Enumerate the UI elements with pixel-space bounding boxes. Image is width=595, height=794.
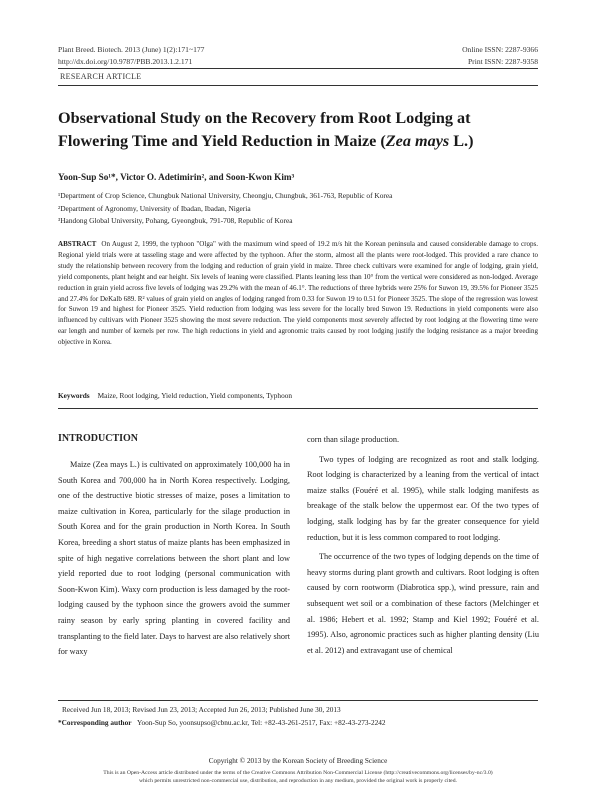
journal-citation: Plant Breed. Biotech. 2013 (June) 1(2):171~177 bbox=[58, 45, 205, 54]
footer-rule bbox=[58, 700, 538, 701]
keywords bbox=[58, 391, 292, 400]
intro-paragraph-1: Maize (Zea mays L.) is cultivated on approximately 100,000 ha in South Korea and 700,000 ha in North Korea respectively. Lodging, one of the destructive biotic stresses of maize, poses a limitation to maize cultivation in Korea, particularly for the silage production in South Korea and for the grain production in North Korea. In South Korea, breeding a short status of maize plants has been emphasized in spite of high negative correlations between the short plant and low yield reported due to root lodging (personal communication with Soon-Kwon Kim). Waxy corn production is less damaged by the root-lodging caused by the typhoon since the growers avoid the summer rainy season by early spring planting in covered facility and transplanting to the field later. Days to harvest are also relatively short for waxy bbox=[58, 460, 290, 657]
keywords-text: Maize, Root lodging, Yield reduction, Yield components, Typhoon bbox=[97, 391, 293, 400]
section-label: RESEARCH ARTICLE bbox=[60, 72, 142, 81]
section-heading-introduction: INTRODUCTION bbox=[58, 433, 139, 444]
copyright-notice: Copyright © 2013 by the Korean Society of Breeding Science bbox=[208, 757, 388, 765]
online-issn: Online ISSN: 2287-9366 bbox=[462, 45, 538, 54]
header-rule-top bbox=[58, 68, 538, 69]
corresponding-author bbox=[58, 718, 386, 727]
received-dates: Received Jun 18, 2013; Revised Jun 23, 2013; Accepted Jun 26, 2013; Published June 30, 2013 bbox=[62, 705, 341, 714]
title-scientific-name: Zea mays bbox=[385, 132, 450, 150]
abstract bbox=[58, 239, 538, 348]
intro-continuation: corn than silage production. bbox=[307, 435, 400, 444]
license-line-1: This is an Open-Access article distributed under the terms of the Creative Commons Attribution Non-Commercial License (http://creativecommons.org/licenses/by-nc/3.0) bbox=[103, 770, 493, 776]
abstract-text: On August 2, 1999, the typhoon "Olga" with the maximum wind speed of 19.2 m/s hit the Korean peninsula and caused considerable damage to crops. Regional yield trials were at tasseling stage and were affected by the typhoon. After the storm, almost all the plants were root-lodged. This provided a rare chance to study the relationship between recovery from the lodging and reduction of grain yield in maize. Three check cultivars were examined for angle of lodging, grain yield, yield components, plant height and ear height. Six levels of leaning were classified. Plants leaning less than 10° from the vertical were considered as non-lodged. Average reduction in grain yield across five levels of lodging was 29.2% with the mean of 46.1°. The reductions of three hybrids were 25% for Suwon 19, 39.5% for Pioneer 3525 and 27.4% for DeKalb 689. R² values of grain yield on angles of lodging ranged from 0.33 for Suwon 19 to 0.51 for Pioneer 3525. The slope of the regression was lowest for Suwon 19 and highest for Pioneer 3525. Yield reduction from lodging was less severe for the locally bred Suwon 19. Reductions in yield components were also influenced by cultivars with Pioneer 3525 showing the most severe reduction. The yield components most severely affected by root lodging at the flowering time were ear length and number of kernels per row. The high reductions in yield and agronomic traits caused by root lodging justify the lodging resistance as a major breeding objective in Korea. bbox=[58, 240, 538, 347]
title-line-2: Flowering Time and Yield Reduction in Maize (Zea mays L.) bbox=[58, 132, 474, 150]
keywords-rule bbox=[58, 408, 538, 409]
license-line-2: which permits unrestricted non-commercial use, distribution, and reproduction in any medium, provided the original work is properly cited. bbox=[139, 777, 457, 784]
header-rule-bottom bbox=[58, 85, 538, 86]
license-text bbox=[58, 770, 538, 785]
affiliations bbox=[58, 190, 538, 228]
affiliation-3: ³Handong Global University, Pohang, Gyeongbuk, 791-708, Republic of Korea bbox=[58, 216, 293, 225]
intro-paragraph-3: The occurrence of the two types of lodging depends on the time of heavy storms during plant growth and cultivars. Root lodging is often caused by corn rootworm (Diabrotica spp.), wind pressure, rain and subsequent wet soil or a combination of these factors (Melchinger et al. 1986; Hebert et al. 1992; Stamp and Kiel 1992; Fouéré et al. 1995). Also, agronomic practices such as higher planting density (Liu et al. 2012) and extravagant use of chemical bbox=[307, 552, 539, 655]
affiliation-1: ¹Department of Crop Science, Chungbuk National University, Cheongju, Chungbuk, 361-763, Republic of Korea bbox=[58, 191, 393, 200]
intro-paragraph-2: Two types of lodging are recognized as root and stalk lodging. Root lodging is characterized by a leaning from the vertical of intact maize stalks (Fouéré et al. 1995), while stalk lodging manifests as breakage of the stalk below the uppermost ear. Of the two types of lodging, stalk lodging has by far the greater consequence for yield reduction, but it is less common compared to root lodging. bbox=[307, 454, 539, 542]
affiliation-2: ²Department of Agronomy, University of Ibadan, Ibadan, Nigeria bbox=[58, 203, 251, 213]
author-list: Yoon-Sup So¹*, Victor O. Adetimirin², and Soon-Kwon Kim³ bbox=[58, 172, 295, 182]
corresponding-author-contact: Yoon-Sup So, yoonsupso@cbnu.ac.kr, Tel: +82-43-261-2517, Fax: +82-43-273-2242 bbox=[136, 718, 386, 727]
doi-link[interactable]: http://dx.doi.org/10.9787/PBB.2013.1.2.171 bbox=[58, 57, 193, 66]
abstract-label: ABSTRACT bbox=[58, 240, 97, 248]
article-title bbox=[58, 107, 538, 153]
body-right-column bbox=[307, 432, 539, 658]
corresponding-author-label: *Corresponding author bbox=[58, 718, 132, 727]
print-issn: Print ISSN: 2287-9358 bbox=[467, 57, 538, 66]
keywords-label: Keywords bbox=[58, 391, 90, 400]
body-left-column bbox=[58, 432, 290, 660]
title-line-1: Observational Study on the Recovery from Root Lodging at bbox=[58, 109, 471, 127]
